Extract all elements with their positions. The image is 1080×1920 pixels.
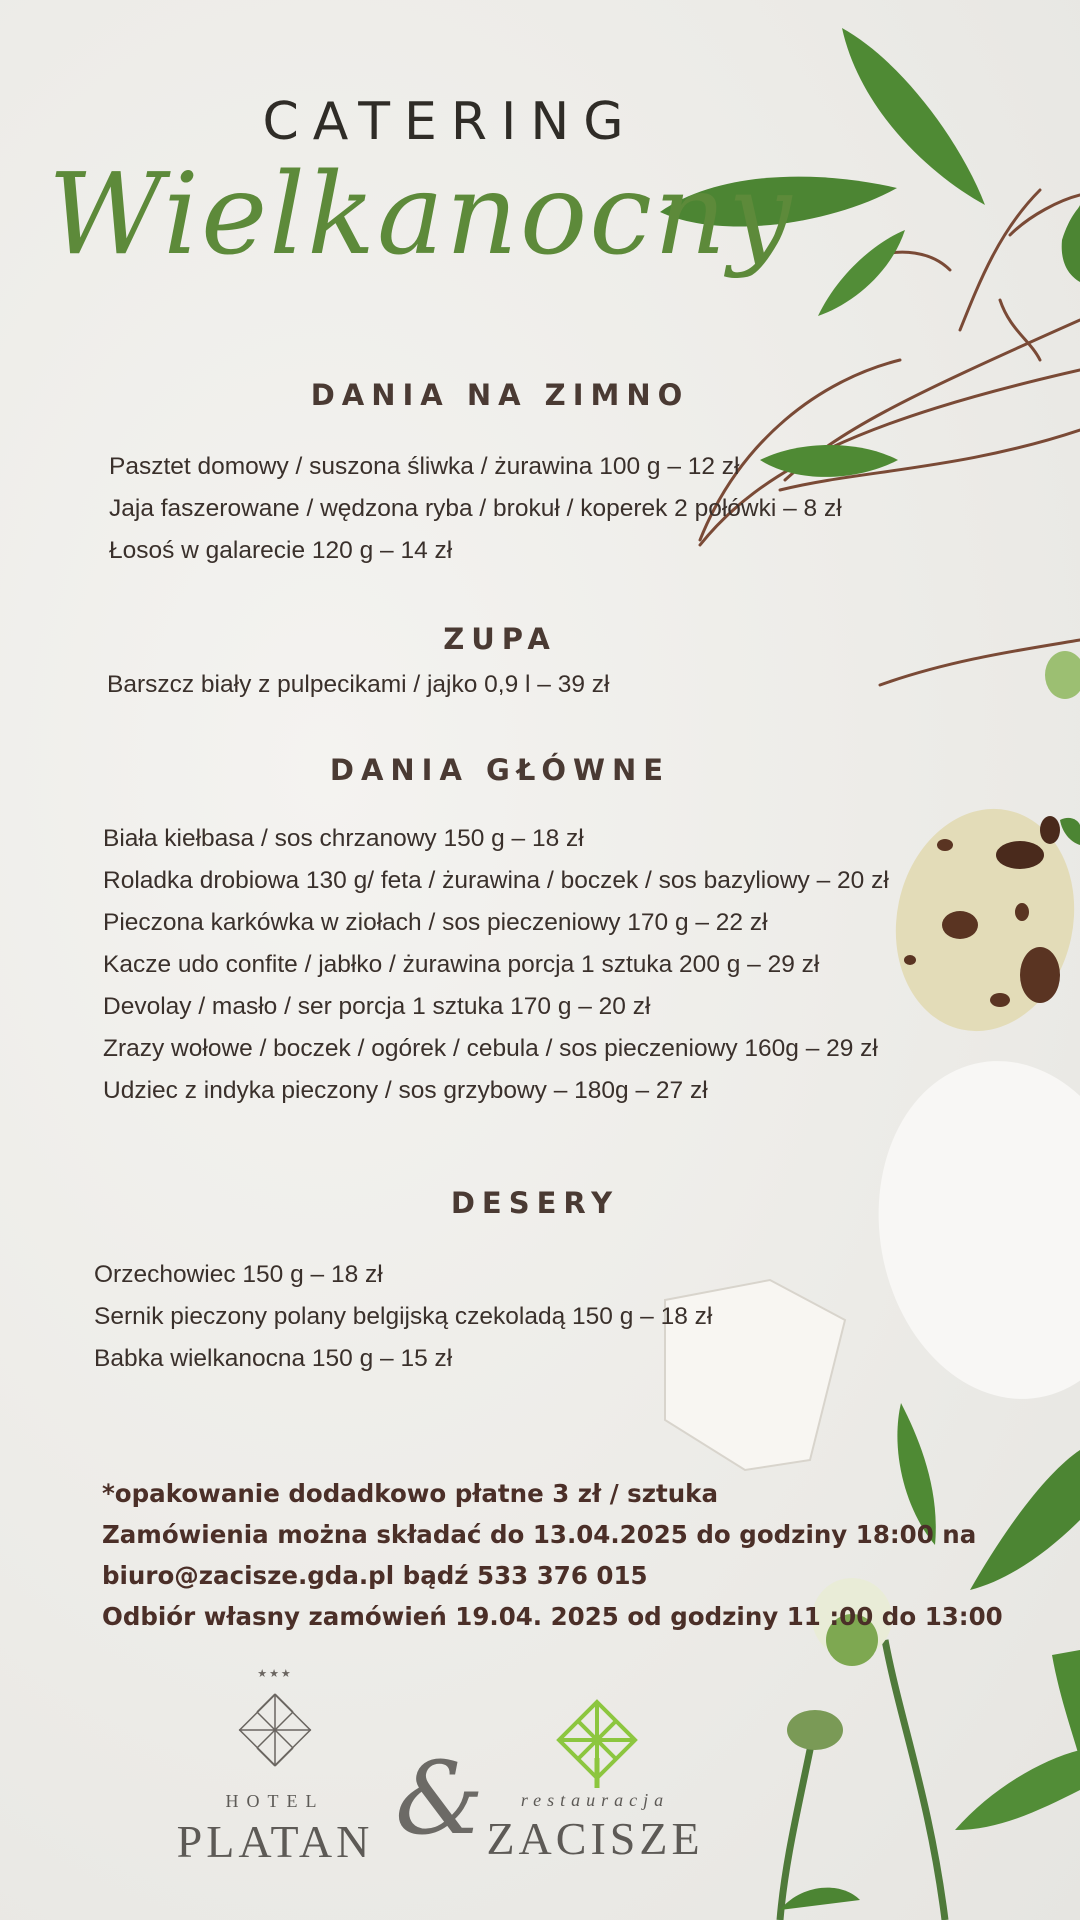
menu-item: Orzechowiec 150 g – 18 zł: [94, 1261, 383, 1288]
menu-item: Barszcz biały z pulpecikami / jajko 0,9 l – 39 zł: [107, 671, 610, 698]
header-wielkanocny: Wielkanocny: [48, 150, 794, 280]
header-catering: CATERING: [262, 92, 638, 152]
menu-item: Pieczona karkówka w ziołach / sos pieczeniowy 170 g – 22 zł: [103, 909, 768, 936]
menu-item: Devolay / masło / ser porcja 1 sztuka 170 g – 20 zł: [103, 993, 651, 1020]
tree-logo-icon: [555, 1698, 639, 1788]
menu-item: Biała kiełbasa / sos chrzanowy 150 g – 18 zł: [103, 825, 584, 852]
dessert-items: [94, 1254, 712, 1380]
menu-item: Łosoś w galarecie 120 g – 14 zł: [109, 537, 453, 564]
restaurant-zacisze-logo: [470, 1690, 720, 1870]
order-notes: [102, 1473, 1003, 1637]
quail-egg: [876, 792, 1080, 1048]
section-title-desserts: DESERY: [450, 1186, 620, 1220]
menu-item: Udziec z indyka pieczony / sos grzybowy – 180g – 27 zł: [103, 1077, 708, 1104]
hotel-platan-logo: [160, 1665, 390, 1865]
soup-items: [107, 664, 609, 706]
menu-item: Kacze udo confite / jabłko / żurawina porcja 1 sztuka 200 g – 29 zł: [103, 951, 820, 978]
section-title-main: DANIA GŁÓWNE: [329, 753, 671, 787]
menu-item: Zrazy wołowe / boczek / ogórek / cebula / sos pieczeniowy 160g – 29 zł: [103, 1035, 878, 1062]
hotel-emblem-icon: [232, 1687, 318, 1773]
menu-item: Pasztet domowy / suszona śliwka / żurawina 100 g – 12 zł: [109, 453, 740, 480]
note-pickup: Odbiór własny zamówień 19.04. 2025 od godziny 11 :00 do 13:00: [102, 1602, 1003, 1631]
menu-item: Babka wielkanocna 150 g – 15 zł: [94, 1345, 453, 1372]
note-packaging: *opakowanie dodadkowo płatne 3 zł / sztuka: [102, 1479, 718, 1508]
restaurant-name: ZACISZE: [486, 1813, 704, 1864]
menu-item: Sernik pieczony polany belgijską czekoladą 150 g – 18 zł: [94, 1303, 713, 1330]
hotel-stars: ★★★: [257, 1667, 293, 1680]
main-items: [103, 818, 889, 1112]
note-order-deadline: Zamówienia można składać do 13.04.2025 do godziny 18:00 na: [102, 1520, 977, 1549]
menu-item: Jaja faszerowane / wędzona ryba / brokuł / koperek 2 połówki – 8 zł: [109, 495, 842, 522]
hotel-small-label: HOTEL: [225, 1791, 325, 1811]
hotel-name: PLATAN: [176, 1816, 374, 1867]
bud: [1045, 651, 1080, 699]
note-contact: biuro@zacisze.gda.pl bądź 533 376 015: [102, 1561, 648, 1590]
restaurant-small-label: restauracja: [520, 1790, 670, 1810]
section-title-cold: DANIA NA ZIMNO: [310, 378, 690, 412]
ampersand-mark: &: [395, 1740, 485, 1857]
cold-items: [109, 446, 842, 572]
menu-item: Roladka drobiowa 130 g/ feta / żurawina / boczek / sos bazyliowy – 20 zł: [103, 867, 889, 894]
section-title-soup: ZUPA: [443, 622, 557, 656]
